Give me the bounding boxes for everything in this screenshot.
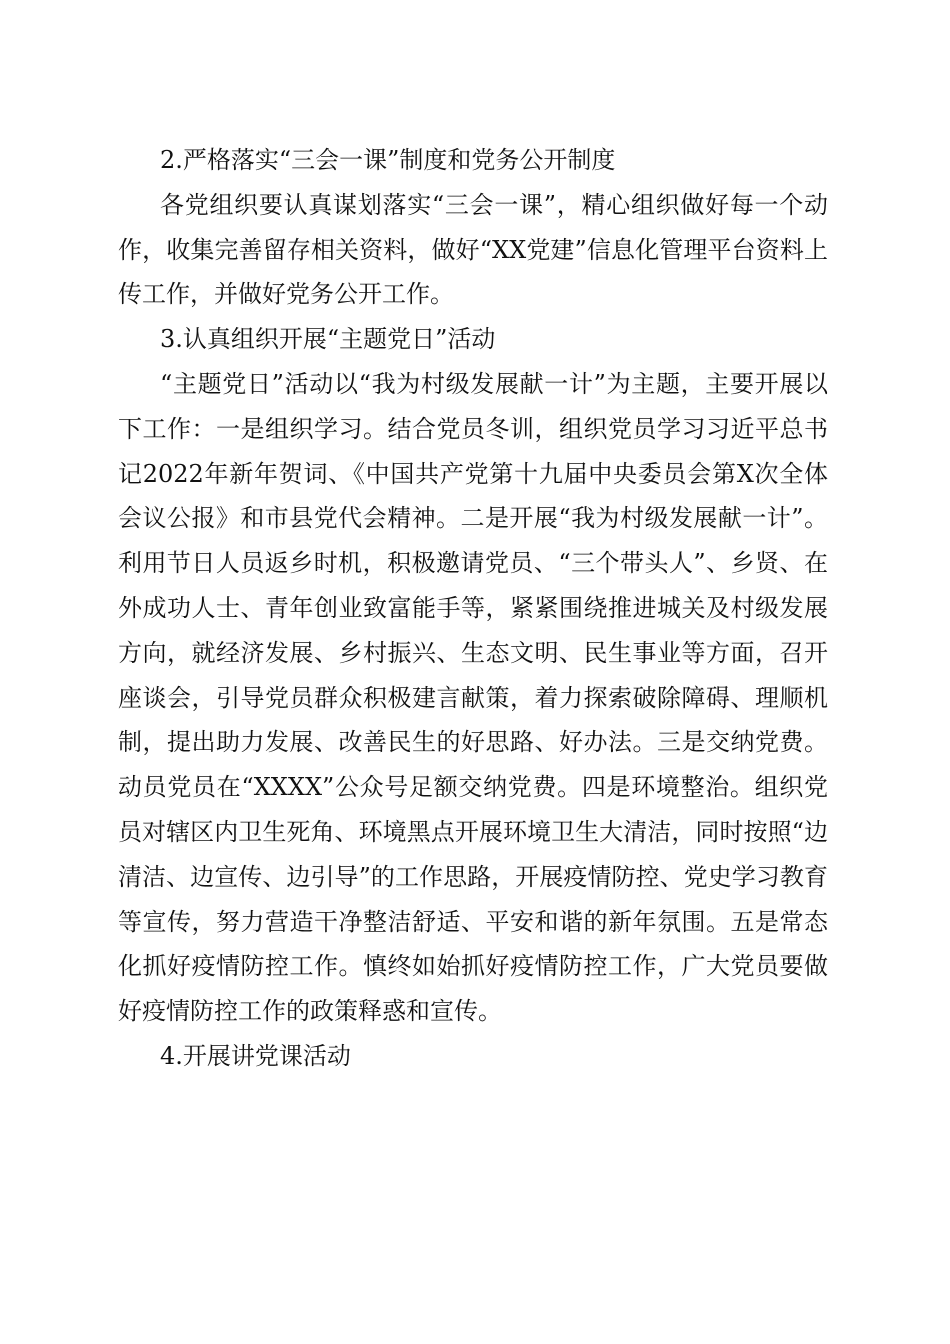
section-heading-3: 3.认真组织开展“主题党日”活动 (160, 325, 496, 354)
section-paragraph-2: 各党组织要认真谋划落实“三会一课”，精心组织做好每一个动作，收集完善留存相关资料，做好“XX党建”信息化管理平台资料上传工作，并做好党务公开工作。 (118, 190, 828, 309)
section-paragraph-3: “主题党日”活动以“我为村级发展献一计”为主题，主要开展以下工作：一是组织学习。结合党员冬训，组织党员学习习近平总书记2022年新年贺词、《中国共产党第十九届中央委员会第X次全体会议公报》和市县党代会精神。二是开展“我为村级发展献一计”。利用节日人员返乡时机，积极邀请党员、“三个带头人”、乡贤、在外成功人士、青年创业致富能手等，紧紧围绕推进城关及村级发展方向，就经济发展、乡村振兴、生态文明、民生事业等方面，召开座谈会，引导党员群众积极建言献策，着力探索破除障碍、理顺机制，提出助力发展、改善民生的好思路、好办法。三是交纳党费。动员党员在“XXXX”公众号足额交纳党费。四是环境整治。组织党员对辖区内卫生死角、环境黑点开展环境卫生大清洁，同时按照“边清洁、边宣传、边引导”的工作思路，开展疫情防控、党史学习教育等宣传，努力营造干净整洁舒适、平安和谐的新年氛围。五是常态化抓好疫情防控工作。慎终如始抓好疫情防控工作，广大党员要做好疫情防控工作的政策释惑和宣传。 (118, 369, 828, 1026)
section-heading-2: 2.严格落实“三会一课”制度和党务公开制度 (160, 146, 616, 174)
section-heading-4: 4.开展讲党课活动 (160, 1041, 351, 1070)
document-body (118, 138, 828, 1079)
